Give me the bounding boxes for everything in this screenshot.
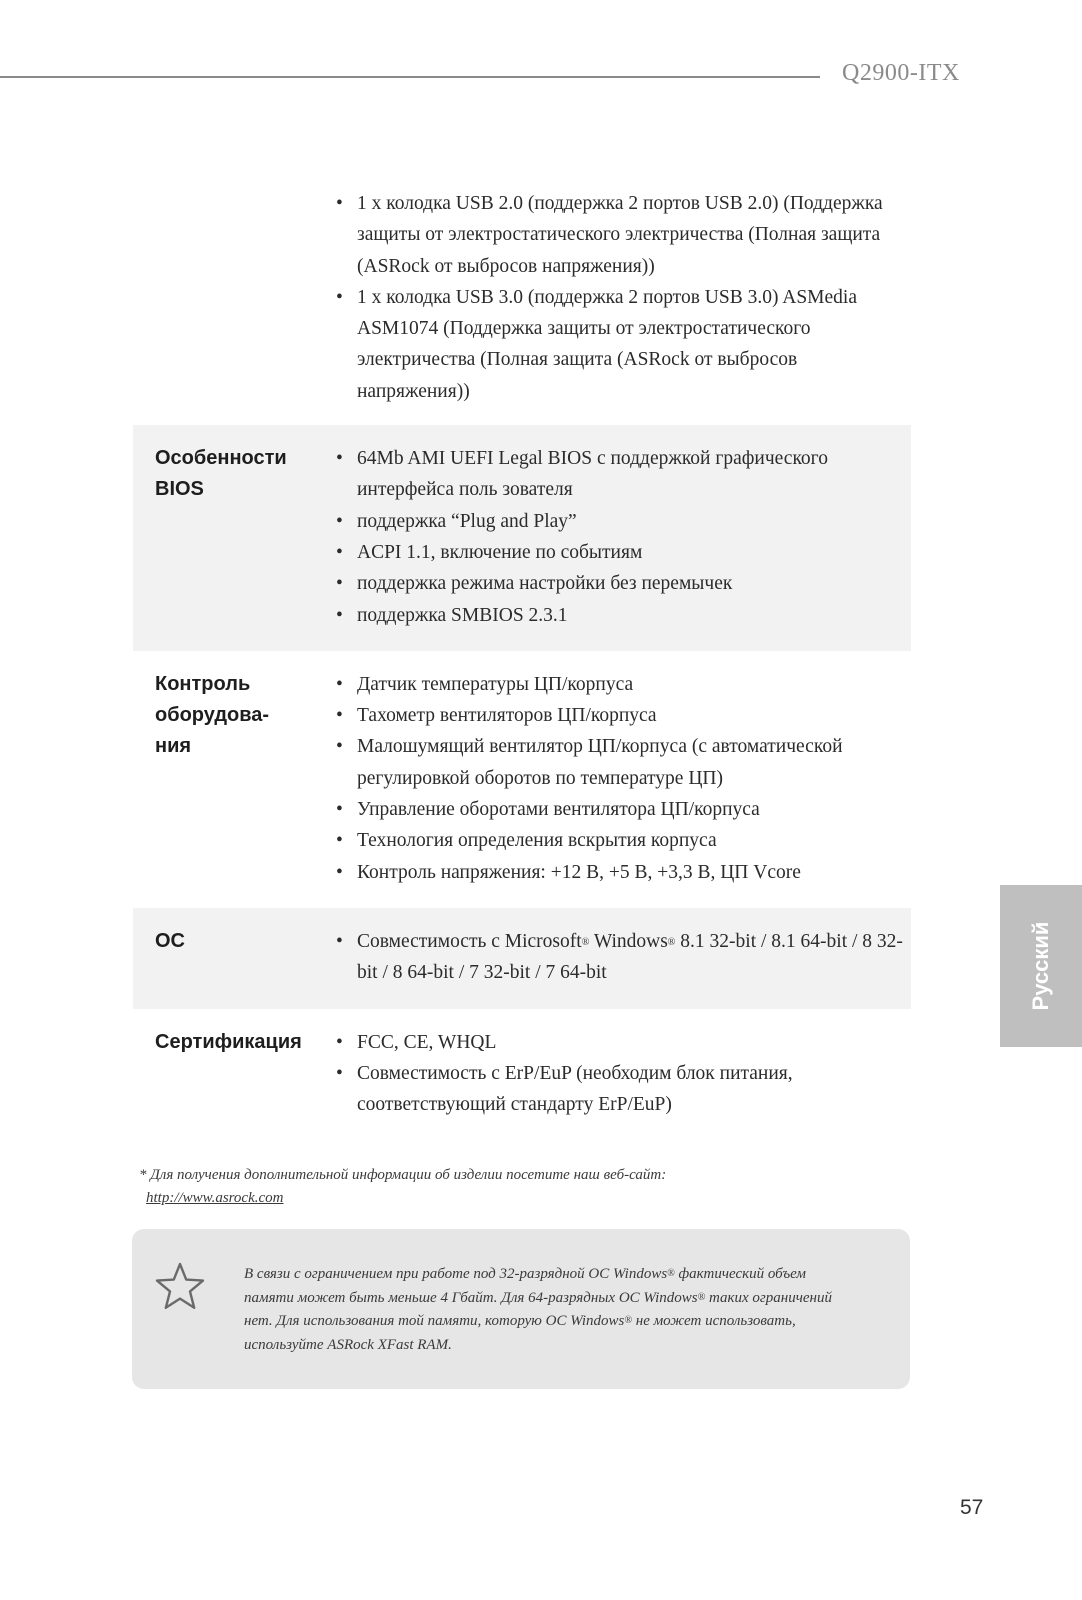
row-label-bios: Особенности BIOS: [155, 447, 287, 501]
cert-list: [333, 1027, 911, 1121]
row-label-cert: Сертификация: [155, 1030, 302, 1053]
spec-row-hardware: [133, 651, 911, 908]
spec-table: [133, 188, 911, 1140]
language-tab[interactable]: [1000, 885, 1082, 1047]
list-item: • 64Mb AMI UEFI Legal BIOS с поддержкой графического интерфейса поль зователя: [333, 443, 911, 506]
list-item: • Совместимость с ErP/EuP (необходим блок питания, соответствующий стандарту ErP/EuP): [333, 1058, 911, 1121]
bios-list: [333, 443, 911, 631]
model-name: Q2900-ITX: [842, 60, 960, 86]
list-item: • FCC, CE, WHQL: [333, 1027, 911, 1058]
list-item: • Малошумящий вентилятор ЦП/корпуса (с автоматической регулировкой оборотов по температуре ЦП): [333, 731, 911, 794]
list-item: • поддержка SMBIOS 2.3.1: [333, 600, 911, 631]
row-label-os: ОС: [155, 929, 185, 952]
list-item: • Контроль напряжения: +12 В, +5 В, +3,3 В, ЦП Vcore: [333, 857, 911, 888]
list-item: • 1 x колодка USB 3.0 (поддержка 2 портов USB 3.0) ASMedia ASM1074 (Поддержка защиты от электростатического электричества (Полная защита (ASRock от выбросов напряжения)): [333, 282, 911, 407]
list-item: • поддержка “Plug and Play”: [333, 506, 911, 537]
language-tab-label: Русский: [1028, 921, 1053, 1011]
list-item: • поддержка режима настройки без перемычек: [333, 568, 911, 599]
spec-row-usb-continued: [133, 188, 911, 425]
usb-list: [333, 188, 911, 407]
note-box: [132, 1229, 910, 1389]
spec-row-os: [133, 908, 911, 1009]
list-item: • Тахометр вентиляторов ЦП/корпуса: [333, 700, 911, 731]
list-item: • ACPI 1.1, включение по событиям: [333, 537, 911, 568]
footnote: [139, 1164, 666, 1210]
spec-row-bios: [133, 425, 911, 651]
row-label-empty: [133, 188, 333, 407]
os-list: [333, 926, 911, 989]
list-item: • Управление оборотами вентилятора ЦП/корпуса: [333, 794, 911, 825]
spec-row-cert: [133, 1009, 911, 1141]
list-item: • Технология определения вскрытия корпуса: [333, 825, 911, 856]
page-number: 57: [960, 1496, 984, 1519]
star-icon: [152, 1259, 208, 1315]
list-item: • 1 x колодка USB 2.0 (поддержка 2 портов USB 2.0) (Поддержка защиты от электростатического электричества (Полная защита (ASRock от выбросов напряжения)): [333, 188, 911, 282]
row-label-hardware: Контроль оборудова- ния: [155, 672, 270, 757]
website-link[interactable]: http://www.asrock.com: [146, 1190, 284, 1206]
header-rule: [0, 76, 820, 78]
note-text: В связи с ограничением при работе под 32-разрядной ОС Windows® фактический объем памяти может быть меньше 4 Гбайт. Для 64-разрядных ОС Windows® таких ограничений нет. Для использования той памяти, которую ОС Windows® не может использовать, используйте ASRock XFast RAM.: [244, 1266, 832, 1353]
footnote-text: * Для получения дополнительной информации об изделии посетите наш веб-сайт:: [139, 1167, 667, 1183]
list-item: • Датчик температуры ЦП/корпуса: [333, 669, 911, 700]
list-item: • Совместимость с Microsoft® Windows® 8.1 32-bit / 8.1 64-bit / 8 32-bit / 8 64-bit / 7 32-bit / 7 64-bit: [333, 926, 911, 989]
hardware-list: [333, 669, 911, 888]
